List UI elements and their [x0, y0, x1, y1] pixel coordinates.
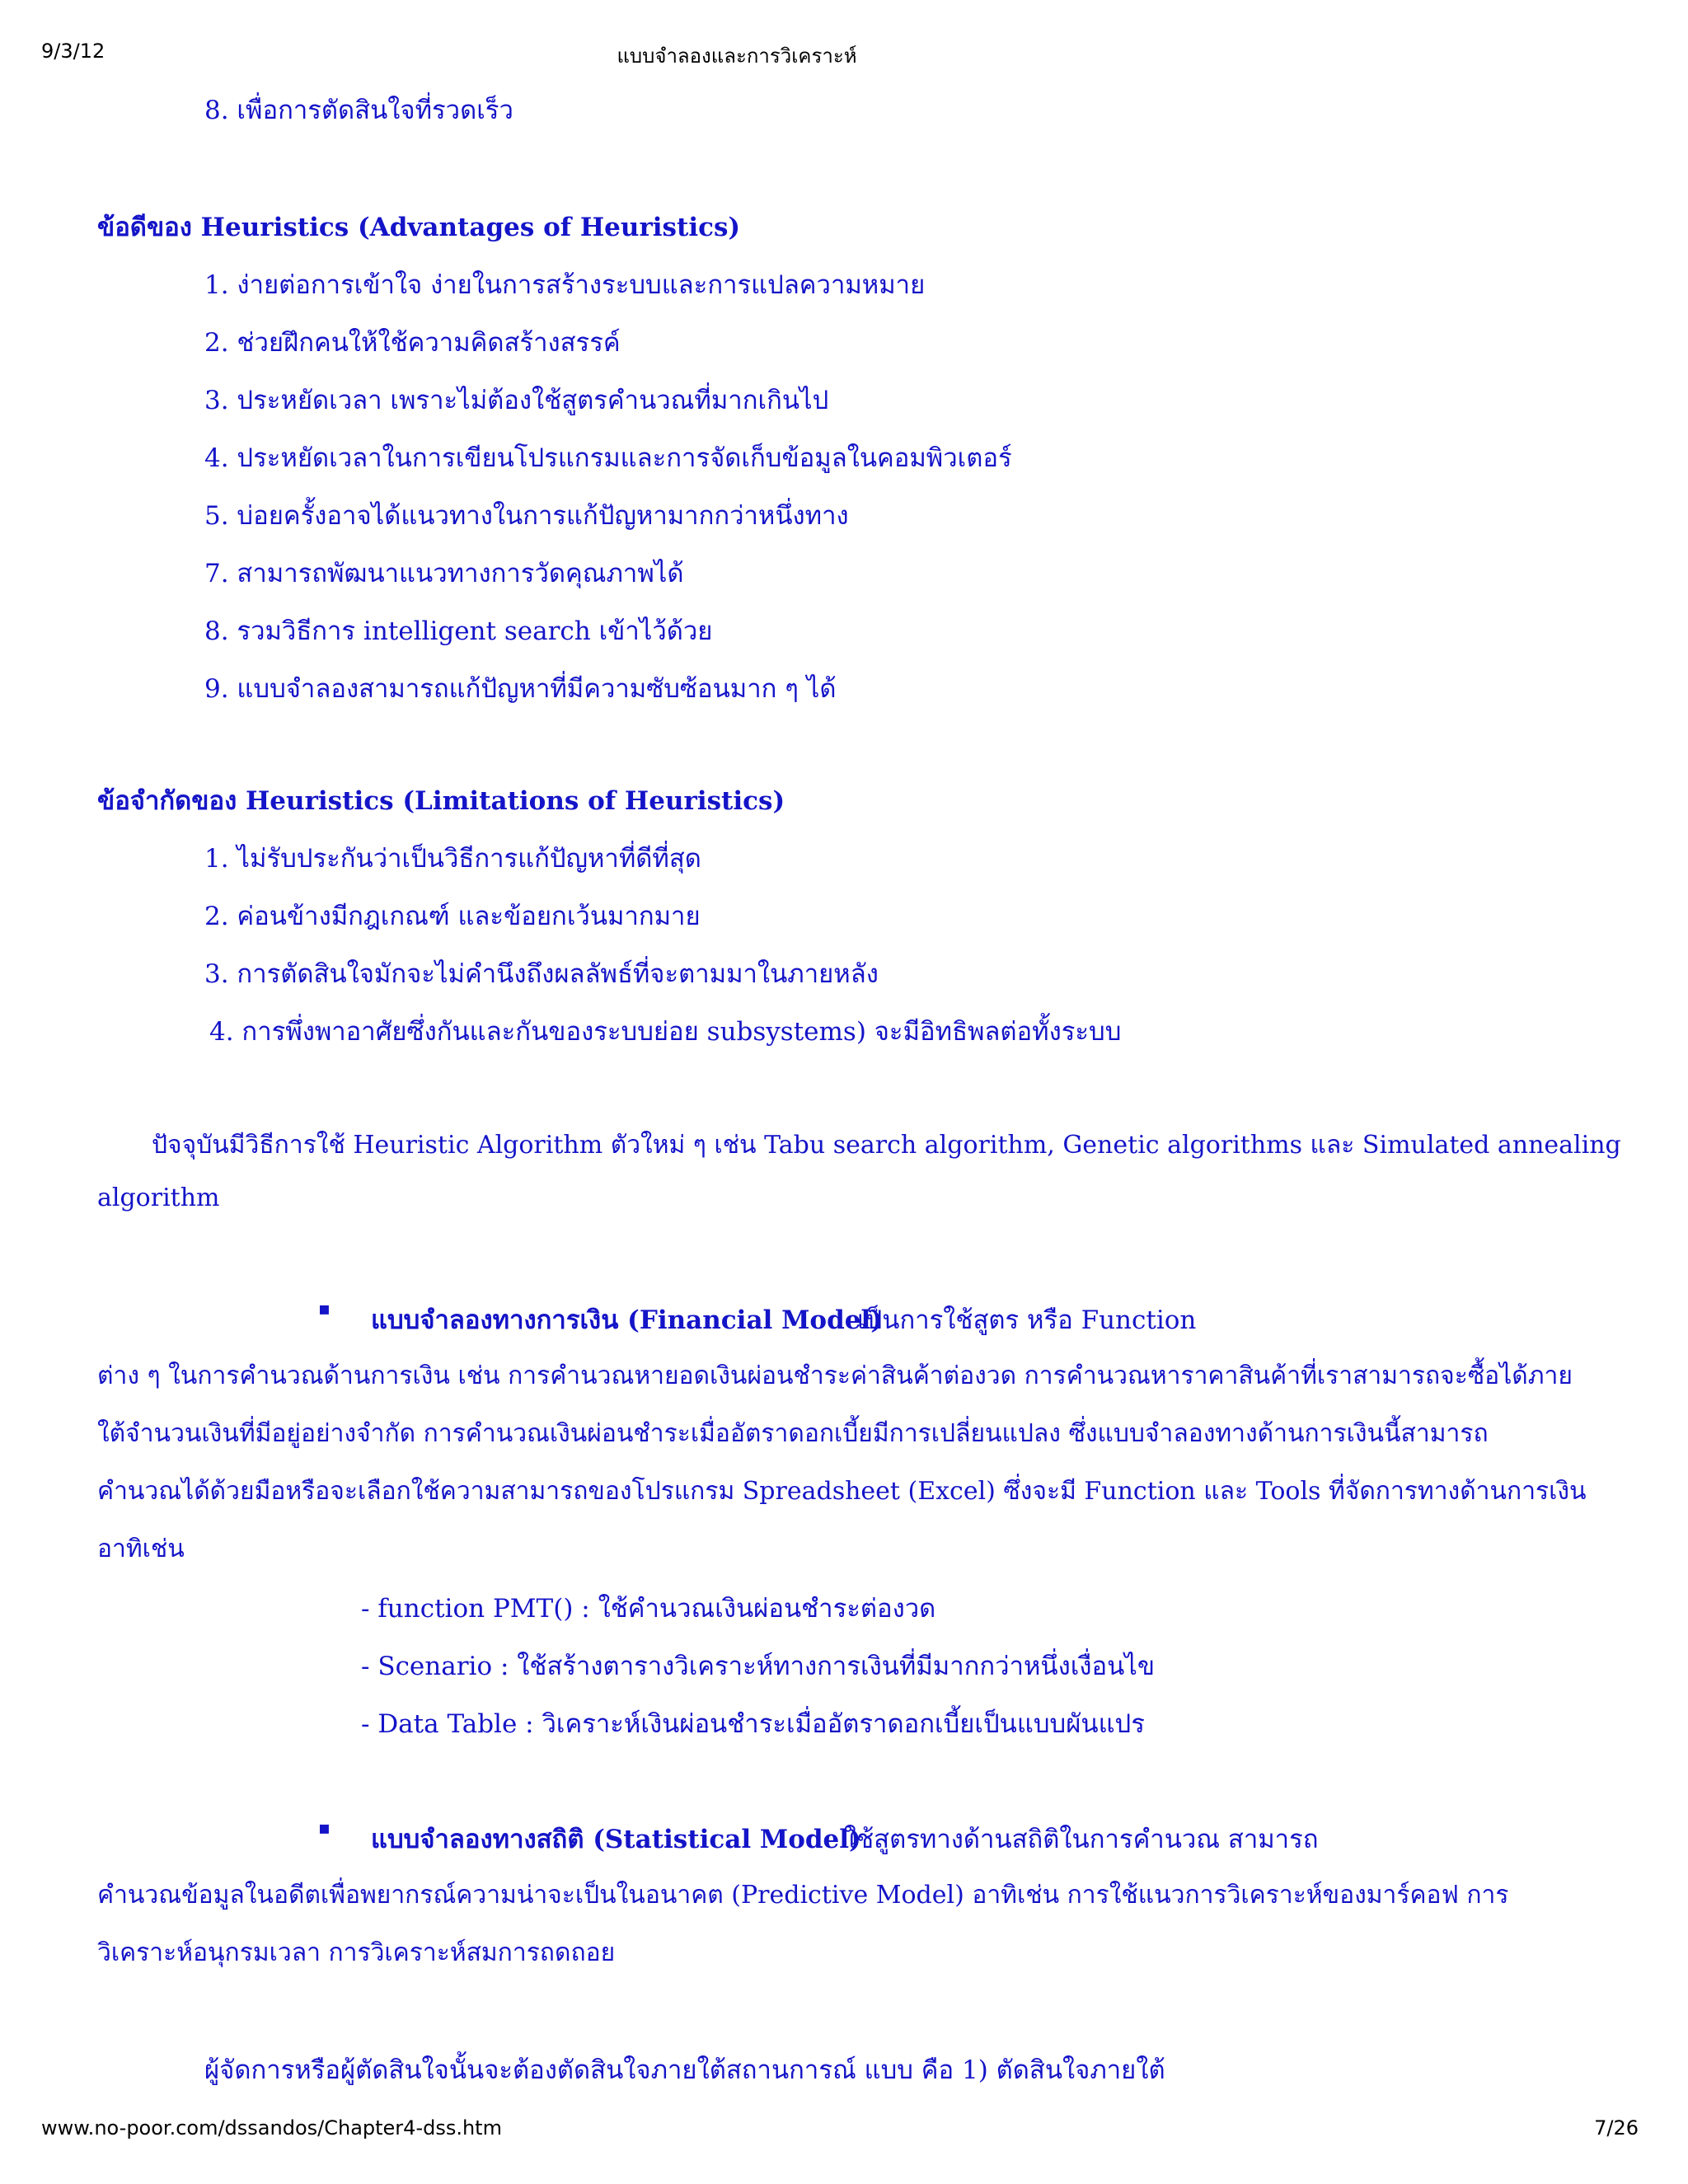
statistical-model-intro: ใช้สูตรทางด้านสถิติในการคำนวณ สามารถ: [844, 1825, 1319, 1854]
print-footer: [0, 2116, 1688, 2149]
advantages-heading: ข้อดีของ Heuristics (Advantages of Heuristics): [97, 213, 741, 242]
print-url: www.no-poor.com/dssandos/Chapter4-dss.htm: [41, 2116, 502, 2139]
bullet-icon: ▪: [318, 1299, 331, 1319]
closing-paragraph: ผู้จัดการหรือผู้ตัดสินใจนั้นจะต้องตัดสินใจภายใต้สถานการณ์ แบบ คือ 1) ตัดสินใจภายใต้: [204, 2055, 1165, 2085]
financial-model-intro: เป็นการใช้สูตร หรือ Function: [857, 1305, 1197, 1335]
advantage-item: 3. ประหยัดเวลา เพราะไม่ต้องใช้สูตรคำนวณที่มากเกินไป: [204, 386, 829, 415]
advantage-item: 1. ง่ายต่อการเข้าใจ ง่ายในการสร้างระบบและการแปลความหมาย: [204, 270, 926, 300]
advantage-item: 7. สามารถพัฒนาแนวทางการวัดคุณภาพได้: [204, 559, 684, 588]
function-item: - function PMT() : ใช้คำนวณเงินผ่อนชำระต่องวด: [361, 1594, 936, 1624]
print-date: 9/3/12: [41, 40, 106, 63]
limitations-heading: ข้อจำกัดของ Heuristics (Limitations of Heuristics): [97, 786, 785, 816]
statistical-model-title: แบบจำลองทางสถิติ (Statistical Model): [371, 1825, 861, 1854]
advantage-item: 2. ช่วยฝึกคนให้ใช้ความคิดสร้างสรรค์: [204, 328, 621, 358]
paragraph-line: วิเคราะห์อนุกรมเวลา การวิเคราะห์สมการถดถอย: [97, 1938, 616, 1967]
list-item: 8. เพื่อการตัดสินใจที่รวดเร็ว: [204, 96, 513, 125]
paragraph-line: ต่าง ๆ ในการคำนวณด้านการเงิน เช่น การคำนวณหายอดเงินผ่อนชำระค่าสินค้าต่องวด การคำนวณหาราคาสินค้าที่เราสามารถจะซื้อได้ภาย: [97, 1361, 1573, 1390]
limitation-item: 2. ค่อนข้างมีกฎเกณฑ์ และข้อยกเว้นมากมาย: [204, 902, 701, 931]
paragraph-line: คำนวณได้ด้วยมือหรือจะเลือกใช้ความสามารถของโปรแกรม Spreadsheet (Excel) ซึ่งจะมี Function และ Tools ที่จัดการทางด้านการเงิน: [97, 1477, 1587, 1506]
limitation-item: 1. ไม่รับประกันว่าเป็นวิธีการแก้ปัญหาที่ดีที่สุด: [204, 844, 701, 874]
advantage-item: 8. รวมวิธีการ intelligent search เข้าไว้ด้วย: [204, 616, 713, 646]
paragraph-line: คำนวณข้อมูลในอดีตเพื่อพยากรณ์ความน่าจะเป็นในอนาคต (Predictive Model) อาทิเช่น การใช้แนวการวิเคราะห์ของมาร์คอฟ การ: [97, 1881, 1509, 1910]
function-item: - Data Table : วิเคราะห์เงินผ่อนชำระเมื่ออัตราดอกเบี้ยเป็นแบบผันแปร: [361, 1709, 1145, 1739]
advantage-item: 9. แบบจำลองสามารถแก้ปัญหาที่มีความซับซ้อนมาก ๆ ได้: [204, 674, 837, 704]
print-header: [0, 40, 1688, 73]
advantage-item: 4. ประหยัดเวลาในการเขียนโปรแกรมและการจัดเก็บข้อมูลในคอมพิวเตอร์: [204, 443, 1012, 473]
financial-model-title: แบบจำลองทางการเงิน (Financial Model): [371, 1305, 883, 1335]
bullet-icon: ▪: [318, 1818, 331, 1839]
paragraph-line: ใต้จำนวนเงินที่มีอยู่อย่างจำกัด การคำนวณเงินผ่อนชำระเมื่ออัตราดอกเบี้ยมีการเปลี่ยนแปลง ซึ่งแบบจำลองทางด้านการเงินนี้สามารถ: [97, 1419, 1489, 1448]
paragraph-line: ปัจจุบันมีวิธีการใช้ Heuristic Algorithm ตัวใหม่ ๆ เช่น Tabu search algorithm, Genetic algorithms และ Simulated annealing: [152, 1131, 1621, 1160]
function-item: - Scenario : ใช้สร้างตารางวิเคราะห์ทางการเงินที่มีมากกว่าหนึ่งเงื่อนไข: [361, 1652, 1156, 1681]
paragraph-line: algorithm: [97, 1183, 220, 1212]
paragraph-line: อาทิเช่น: [97, 1535, 185, 1563]
limitation-item: 3. การตัดสินใจมักจะไม่คำนึงถึงผลลัพธ์ที่จะตามมาในภายหลัง: [204, 959, 879, 989]
page-number: 7/26: [1594, 2116, 1639, 2139]
print-title: แบบจำลองและการวิเคราะห์: [617, 45, 857, 68]
limitation-item: 4. การพึ่งพาอาศัยซึ่งกันและกันของระบบย่อย subsystems) จะมีอิทธิพลต่อทั้งระบบ: [209, 1017, 1122, 1047]
advantage-item: 5. บ่อยครั้งอาจได้แนวทางในการแก้ปัญหามากกว่าหนึ่งทาง: [204, 501, 849, 531]
